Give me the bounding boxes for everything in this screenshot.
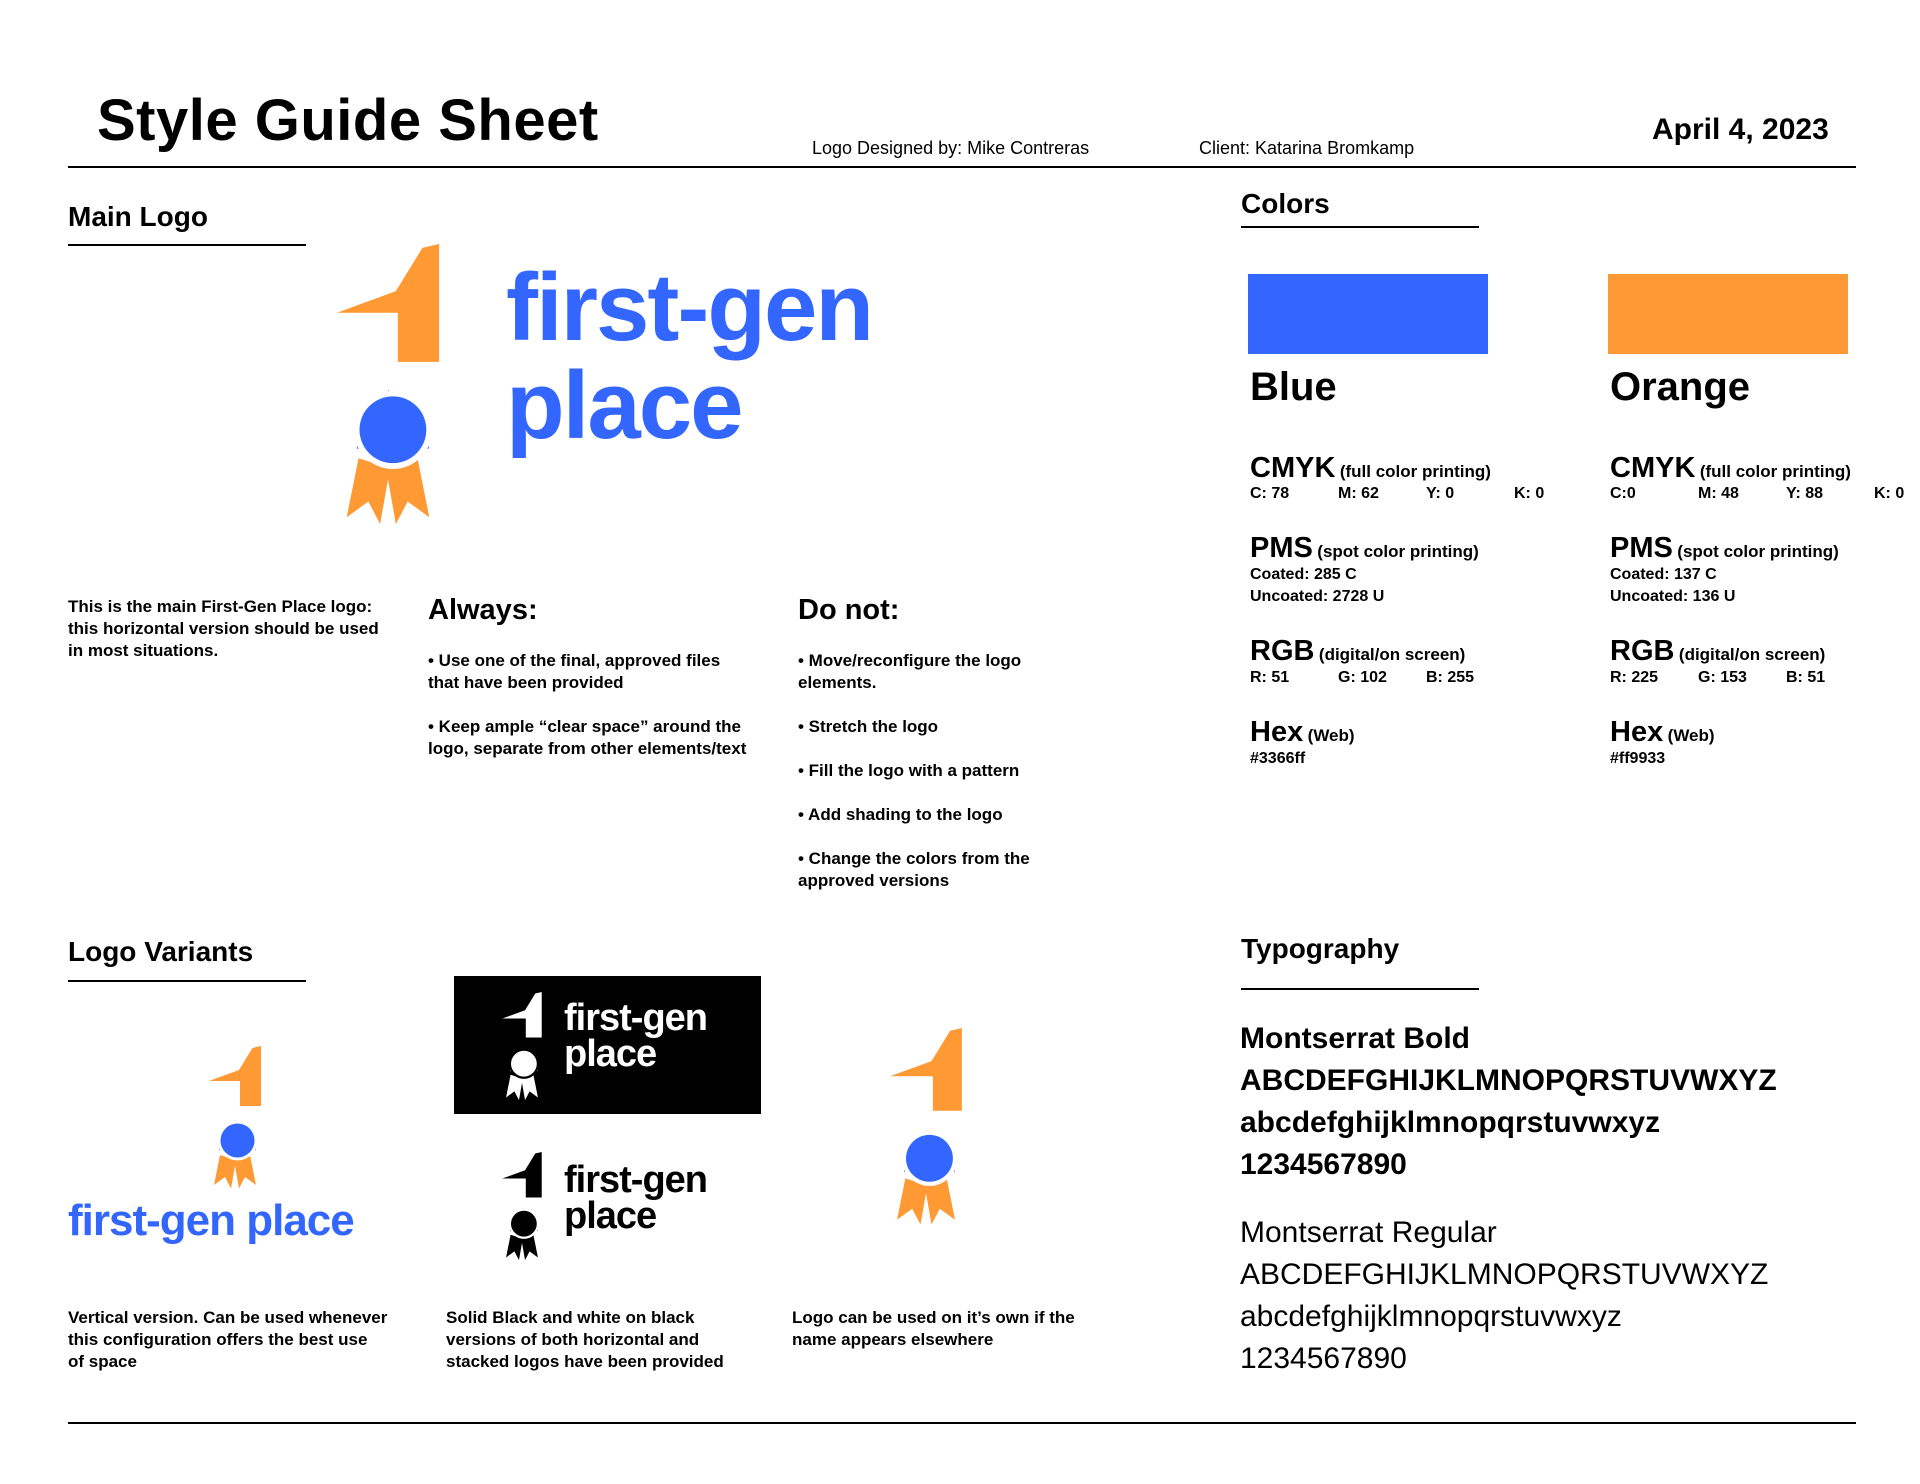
rgb-b: B: 255 [1426, 669, 1475, 686]
hex-value: #ff9933 [1610, 750, 1666, 767]
rgb-label [1250, 635, 1465, 668]
colors-rule [1241, 226, 1479, 228]
client-credit: Client: Katarina Bromkamp [1199, 138, 1415, 158]
logo-wordmark-line2: place [506, 352, 742, 459]
cmyk-note: (full color printing) [1699, 462, 1851, 481]
cmyk-y: Y: 88 [1786, 485, 1824, 502]
variant-caption: Solid Black and white on black versions of both horizontal and stacked logos have been provided [446, 1308, 724, 1371]
colors-heading: Colors [1241, 188, 1330, 219]
typography-rule [1241, 988, 1479, 990]
bold-digits-sample: 1234567890 [1240, 1148, 1407, 1181]
hex-title: Hex [1610, 716, 1664, 748]
pms-title: PMS [1610, 532, 1673, 564]
cmyk-y: Y: 0 [1426, 485, 1455, 502]
wordmark-line2: place [564, 1033, 657, 1075]
pms-title: PMS [1250, 532, 1313, 564]
cmyk-m: M: 48 [1698, 485, 1739, 502]
sheet-date: April 4, 2023 [1652, 113, 1829, 146]
orange-swatch [1608, 274, 1848, 354]
main-logo-description: This is the main First-Gen Place logo: this horizontal version should be used in most situations. [68, 597, 379, 660]
typography-heading: Typography [1241, 933, 1400, 964]
medal-icon [200, 1046, 270, 1191]
always-heading: Always: [428, 594, 538, 626]
white-on-black-logo [454, 976, 761, 1114]
black-wordmark-line1: first-gen [564, 1159, 707, 1201]
rgb-note: (digital/on screen) [1678, 645, 1826, 664]
page-title: Style Guide Sheet [97, 88, 599, 153]
medal-icon [876, 1028, 976, 1228]
logo-variants-rule [68, 980, 306, 982]
rgb-label [1610, 635, 1825, 668]
bold-uppercase-sample: ABCDEFGHIJKLMNOPQRSTUVWXYZ [1240, 1064, 1777, 1097]
hex-label [1250, 716, 1355, 749]
vertical-logo-wordmark: first-gen place [68, 1196, 354, 1245]
regular-uppercase-sample: ABCDEFGHIJKLMNOPQRSTUVWXYZ [1240, 1258, 1769, 1291]
rgb-b: B: 51 [1786, 669, 1826, 686]
hex-label [1610, 716, 1715, 749]
bold-font-name: Montserrat Bold [1240, 1022, 1471, 1055]
bold-lowercase-sample: abcdefghijklmnopqrstuvwxyz [1240, 1106, 1661, 1139]
rgb-g: G: 153 [1698, 669, 1747, 686]
medal-icon [318, 244, 458, 529]
logo-wordmark-line1: first-gen [506, 254, 872, 361]
hex-value: #3366ff [1250, 750, 1306, 767]
rgb-title: RGB [1250, 635, 1315, 667]
pms-label [1250, 532, 1479, 565]
regular-lowercase-sample: abcdefghijklmnopqrstuvwxyz [1240, 1300, 1622, 1333]
rgb-title: RGB [1610, 635, 1675, 667]
cmyk-note: (full color printing) [1339, 462, 1491, 481]
pms-uncoated: Uncoated: 136 U [1610, 588, 1736, 605]
pms-note: (spot color printing) [1317, 542, 1479, 561]
rgb-g: G: 102 [1338, 669, 1387, 686]
logo-variants-heading: Logo Variants [68, 936, 254, 967]
hex-title: Hex [1250, 716, 1304, 748]
rgb-r: R: 225 [1610, 669, 1659, 686]
cmyk-title: CMYK [1610, 452, 1696, 484]
wordmark-line1: first-gen [564, 997, 707, 1039]
color-name: Orange [1610, 365, 1751, 409]
footer-rule [68, 1422, 1856, 1424]
pms-coated: Coated: 285 C [1250, 566, 1357, 583]
cmyk-c: C: 78 [1250, 485, 1290, 502]
rgb-r: R: 51 [1250, 669, 1290, 686]
main-logo-rule [68, 244, 306, 246]
always-item: • Keep ample “clear space” around the logo, separate from other elements/text [428, 717, 747, 758]
always-item: • Use one of the final, approved files that have been provided [428, 651, 721, 692]
rgb-note: (digital/on screen) [1318, 645, 1466, 664]
do-not-item: • Move/reconfigure the logo elements. [798, 651, 1022, 692]
designer-credit: Logo Designed by: Mike Contreras [812, 138, 1090, 158]
header-rule [68, 166, 1856, 168]
main-logo-heading: Main Logo [68, 201, 208, 232]
pms-note: (spot color printing) [1677, 542, 1839, 561]
do-not-item: • Add shading to the logo [798, 805, 1003, 824]
cmyk-k: K: 0 [1874, 485, 1905, 502]
blue-swatch [1248, 274, 1488, 354]
do-not-item: • Stretch the logo [798, 717, 939, 736]
medal-icon [494, 1152, 550, 1262]
cmyk-title: CMYK [1250, 452, 1336, 484]
black-wordmark-line2: place [564, 1195, 657, 1237]
regular-digits-sample: 1234567890 [1240, 1342, 1407, 1375]
do-not-item: • Fill the logo with a pattern [798, 761, 1020, 780]
pms-uncoated: Uncoated: 2728 U [1250, 588, 1385, 605]
hex-note: (Web) [1307, 726, 1355, 745]
color-name: Blue [1250, 365, 1337, 409]
variant-caption: Logo can be used on it’s own if the name appears elsewhere [792, 1308, 1075, 1349]
cmyk-label [1610, 452, 1851, 485]
pms-coated: Coated: 137 C [1610, 566, 1717, 583]
do-not-heading: Do not: [798, 594, 900, 626]
hex-note: (Web) [1667, 726, 1715, 745]
cmyk-c: C:0 [1610, 485, 1636, 502]
cmyk-k: K: 0 [1514, 485, 1545, 502]
variant-caption: Vertical version. Can be used whenever this configuration offers the best use of space [68, 1308, 388, 1371]
cmyk-label [1250, 452, 1491, 485]
pms-label [1610, 532, 1839, 565]
medal-icon [494, 992, 550, 1102]
regular-font-name: Montserrat Regular [1240, 1216, 1497, 1249]
do-not-item: • Change the colors from the approved versions [798, 849, 1030, 890]
cmyk-m: M: 62 [1338, 485, 1379, 502]
